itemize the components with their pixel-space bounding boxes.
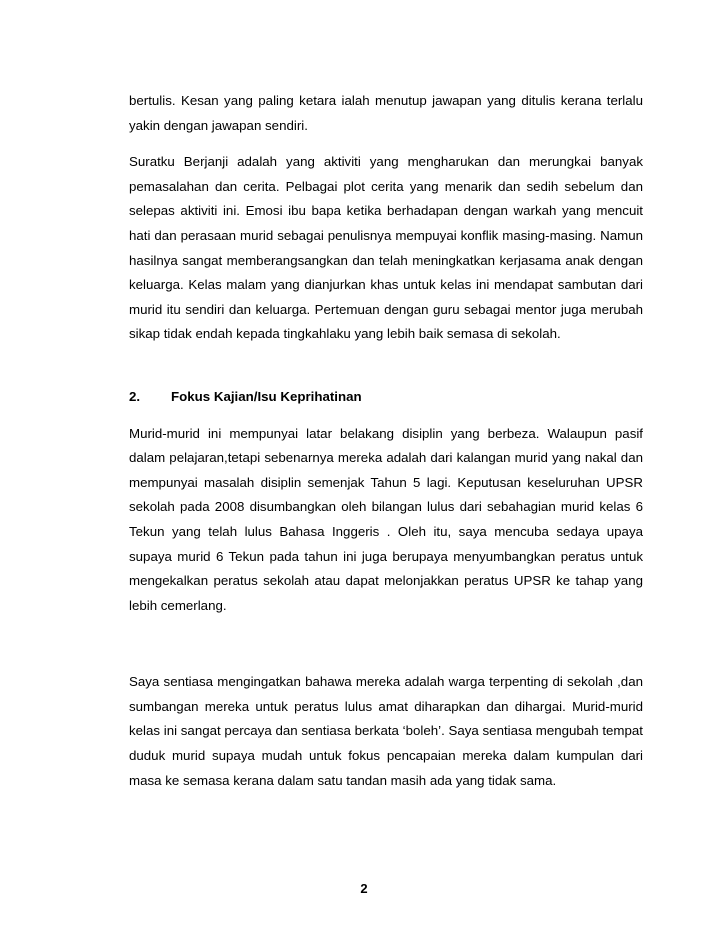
section-number: 2.: [129, 388, 141, 404]
page-number: 2: [360, 881, 368, 896]
paragraph-reminder: Saya sentiasa mengingatkan bahawa mereka adalah warga terpenting di sekolah ,dan sumbangan mereka untuk peratus lulus amat diharapkan dan dihargai. Murid-murid kelas ini sangat percaya dan sentiasa berkata ‘boleh’. Saya sentiasa mengubah tempat duduk murid supaya mudah untuk fokus pencapaian mereka dalam kumpulan dari masa ke semasa kerana dalam satu tandan masih ada yang tidak sama.: [129, 674, 643, 788]
paragraph-background: Murid-murid ini mempunyai latar belakang disiplin yang berbeza. Walaupun pasif dalam pelajaran,tetapi sebenarnya mereka adalah dari kalangan murid yang nakal dan mempunyai masalah disiplin semenjak Tahun 5 lagi. Keputusan keseluruhan UPSR sekolah pada 2008 disumbangkan oleh bilangan lulus dari sebahagian murid kelas 6 Tekun yang telah lulus Bahasa Inggeris . Oleh itu, saya mencuba sedaya upaya supaya murid 6 Tekun pada tahun ini juga berupaya menyumbangkan peratus untuk mengekalkan peratus sekolah atau dapat melonjakkan peratus UPSR ke tahap yang lebih cemerlang.: [129, 425, 643, 613]
paragraph-continuation: bertulis. Kesan yang paling ketara ialah menutup jawapan yang ditulis kerana terlalu yakin dengan jawapan sendiri.: [129, 93, 643, 133]
section-heading: [129, 385, 643, 410]
section-title: Fokus Kajian/Isu Keprihatinan: [171, 388, 362, 404]
page-content: [129, 89, 643, 793]
paragraph-suratku-berjanji: Suratku Berjanji adalah yang aktiviti yang mengharukan dan merungkai banyak pemasalahan dan cerita. Pelbagai plot cerita yang menarik dan sedih sebelum dan selepas aktiviti ini. Emosi ibu bapa ketika berhadapan dengan warkah yang mencuit hati dan perasaan murid sebagai penulisnya mempuyai konflik masing-masing. Namun hasilnya sangat memberangsangkan dan telah meningkatkan kerjasama anak dengan keluarga. Kelas malam yang dianjurkan khas untuk kelas ini mendapat sambutan dari murid itu sendiri dan keluarga. Pertemuan dengan guru sebagai mentor juga merubah sikap tidak endah kepada tingkahlaku yang lebih baik semasa di sekolah.: [129, 154, 643, 342]
